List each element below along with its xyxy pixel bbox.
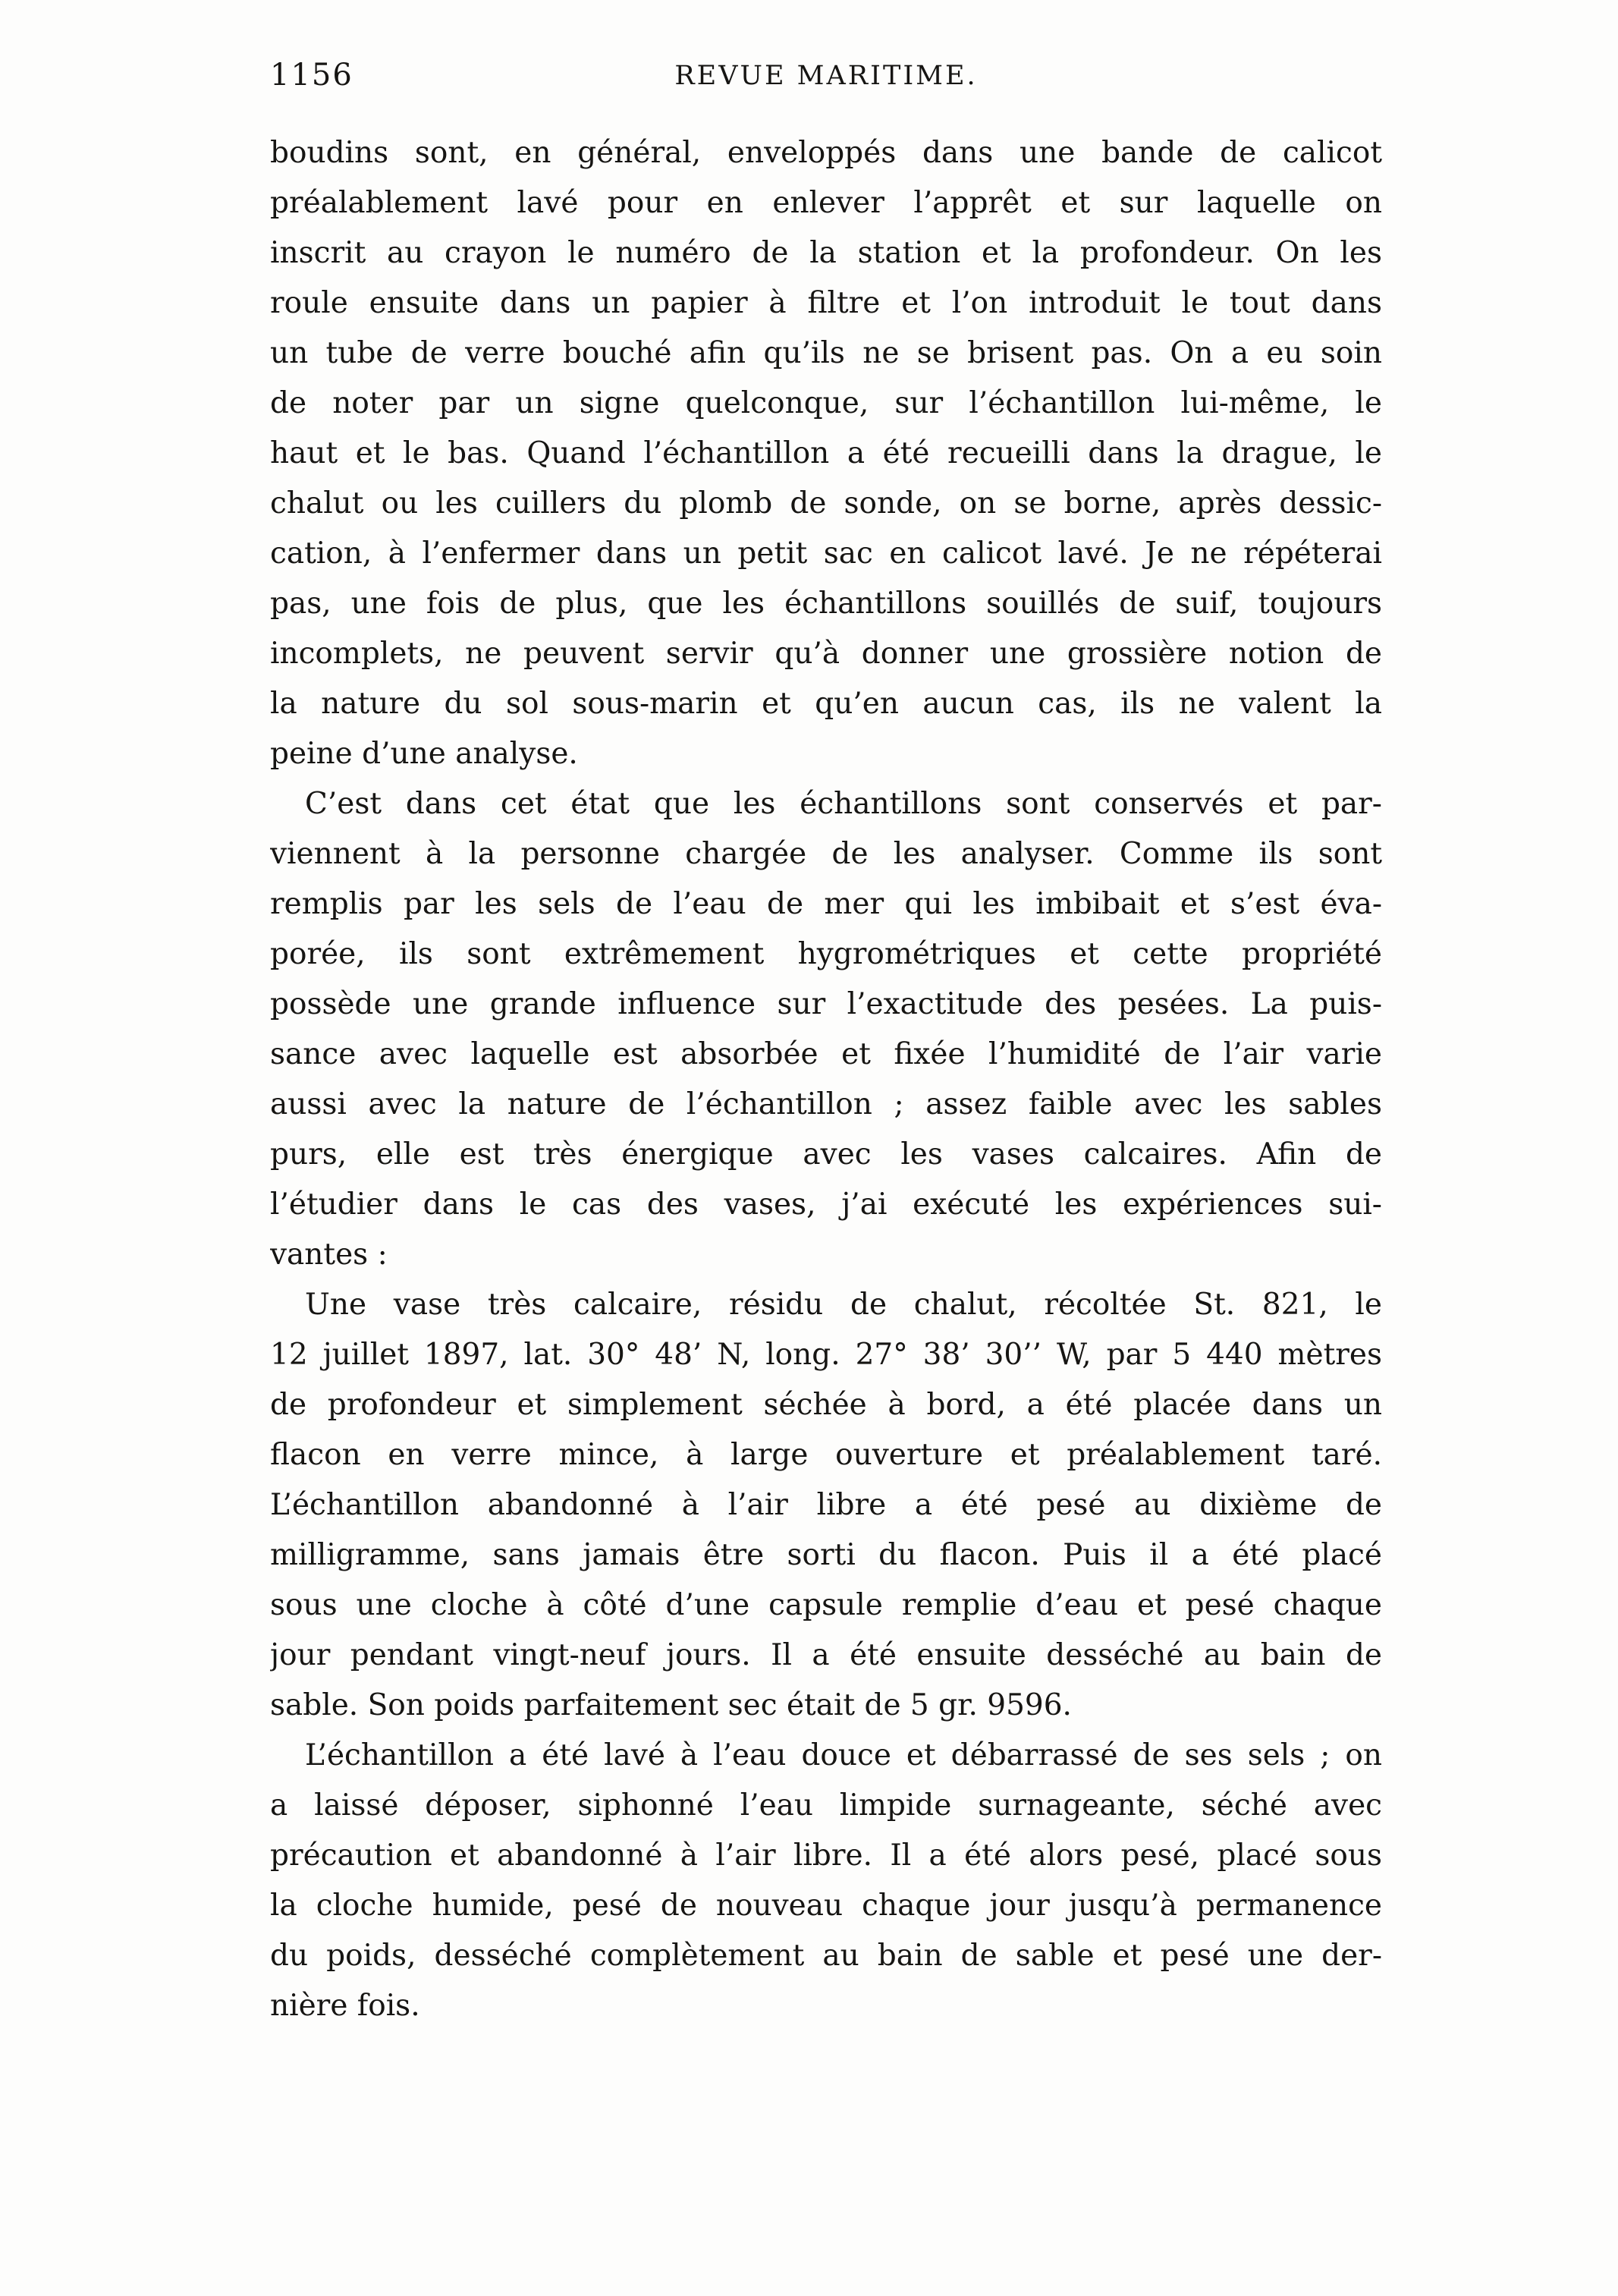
body-text [270, 128, 1382, 2031]
paragraph [270, 1280, 1382, 1731]
text-line: l’étudier dans le cas des vases, j’ai exécuté les expériences sui- [270, 1187, 1382, 1222]
text-line: cation, à l’enfermer dans un petit sac en calicot lavé. Je ne répéterai [270, 536, 1382, 571]
text-line: boudins sont, en général, enveloppés dans une bande de calicot [270, 136, 1382, 170]
paragraph [270, 128, 1382, 779]
running-title: REVUE MARITIME. [674, 61, 978, 91]
text-line: la nature du sol sous-marin et qu’en aucun cas, ils ne valent la [270, 687, 1382, 721]
text-line: un tube de verre bouché afin qu’ils ne se brisent pas. On a eu soin [270, 336, 1382, 370]
page-header [270, 56, 1382, 102]
text-line: Une vase très calcaire, résidu de chalut, récoltée St. 821, le [305, 1288, 1382, 1322]
text-line: roule ensuite dans un papier à filtre et l’on introduit le tout dans [270, 286, 1382, 320]
text-line: précaution et abandonné à l’air libre. Il a été alors pesé, placé sous [270, 1838, 1382, 1873]
text-line: peine d’une analyse. [270, 737, 578, 771]
text-line: milligramme, sans jamais être sorti du flacon. Puis il a été placé [270, 1538, 1382, 1572]
text-line: haut et le bas. Quand l’échantillon a été recueilli dans la drague, le [270, 436, 1382, 470]
text-line: flacon en verre mince, à large ouverture et préalablement taré. [270, 1438, 1382, 1472]
text-line: viennent à la personne chargée de les analyser. Comme ils sont [270, 837, 1382, 871]
text-line: L’échantillon a été lavé à l’eau douce et débarrassé de ses sels ; on [305, 1738, 1382, 1772]
text-line: C’est dans cet état que les échantillons sont conservés et par- [305, 787, 1382, 821]
text-line: de profondeur et simplement séchée à bord, a été placée dans un [270, 1388, 1382, 1422]
paragraph [270, 779, 1382, 1280]
text-line: sous une cloche à côté d’une capsule remplie d’eau et pesé chaque [270, 1588, 1382, 1622]
text-line: inscrit au crayon le numéro de la station et la profondeur. On les [270, 236, 1382, 270]
text-line: L’échantillon abandonné à l’air libre a été pesé au dixième de [270, 1488, 1382, 1522]
text-line: sance avec laquelle est absorbée et fixée l’humidité de l’air varie [270, 1037, 1382, 1071]
text-line: possède une grande influence sur l’exactitude des pesées. La puis- [270, 987, 1382, 1021]
text-line: a laissé déposer, siphonné l’eau limpide surnageante, séché avec [270, 1788, 1382, 1823]
text-line: de noter par un signe quelconque, sur l’échantillon lui-même, le [270, 386, 1382, 420]
text-line: 12 juillet 1897, lat. 30° 48’ N, long. 27° 38’ 30’’ W, par 5 440 mètres [270, 1338, 1382, 1372]
paragraph [270, 1731, 1382, 2031]
text-line: la cloche humide, pesé de nouveau chaque jour jusqu’à permanence [270, 1889, 1382, 1923]
text-line: pas, une fois de plus, que les échantillons souillés de suif, toujours [270, 587, 1382, 621]
text-line: du poids, desséché complètement au bain de sable et pesé une der- [270, 1939, 1382, 1973]
text-line: sable. Son poids parfaitement sec était de 5 gr. 9596. [270, 1688, 1072, 1722]
page-number: 1156 [270, 58, 353, 93]
text-line: préalablement lavé pour en enlever l’apprêt et sur laquelle on [270, 186, 1382, 220]
text-line: porée, ils sont extrêmement hygrométriques et cette propriété [270, 937, 1382, 971]
text-line: incomplets, ne peuvent servir qu’à donner une grossière notion de [270, 637, 1382, 671]
text-line: remplis par les sels de l’eau de mer qui les imbibait et s’est éva- [270, 887, 1382, 921]
text-line: vantes : [270, 1238, 388, 1272]
text-line: chalut ou les cuillers du plomb de sonde, on se borne, après dessic- [270, 486, 1382, 521]
text-line: aussi avec la nature de l’échantillon ; assez faible avec les sables [270, 1087, 1382, 1121]
text-line: jour pendant vingt-neuf jours. Il a été ensuite desséché au bain de [270, 1638, 1382, 1672]
text-line: nière fois. [270, 1989, 420, 2023]
text-line: purs, elle est très énergique avec les vases calcaires. Afin de [270, 1137, 1382, 1172]
